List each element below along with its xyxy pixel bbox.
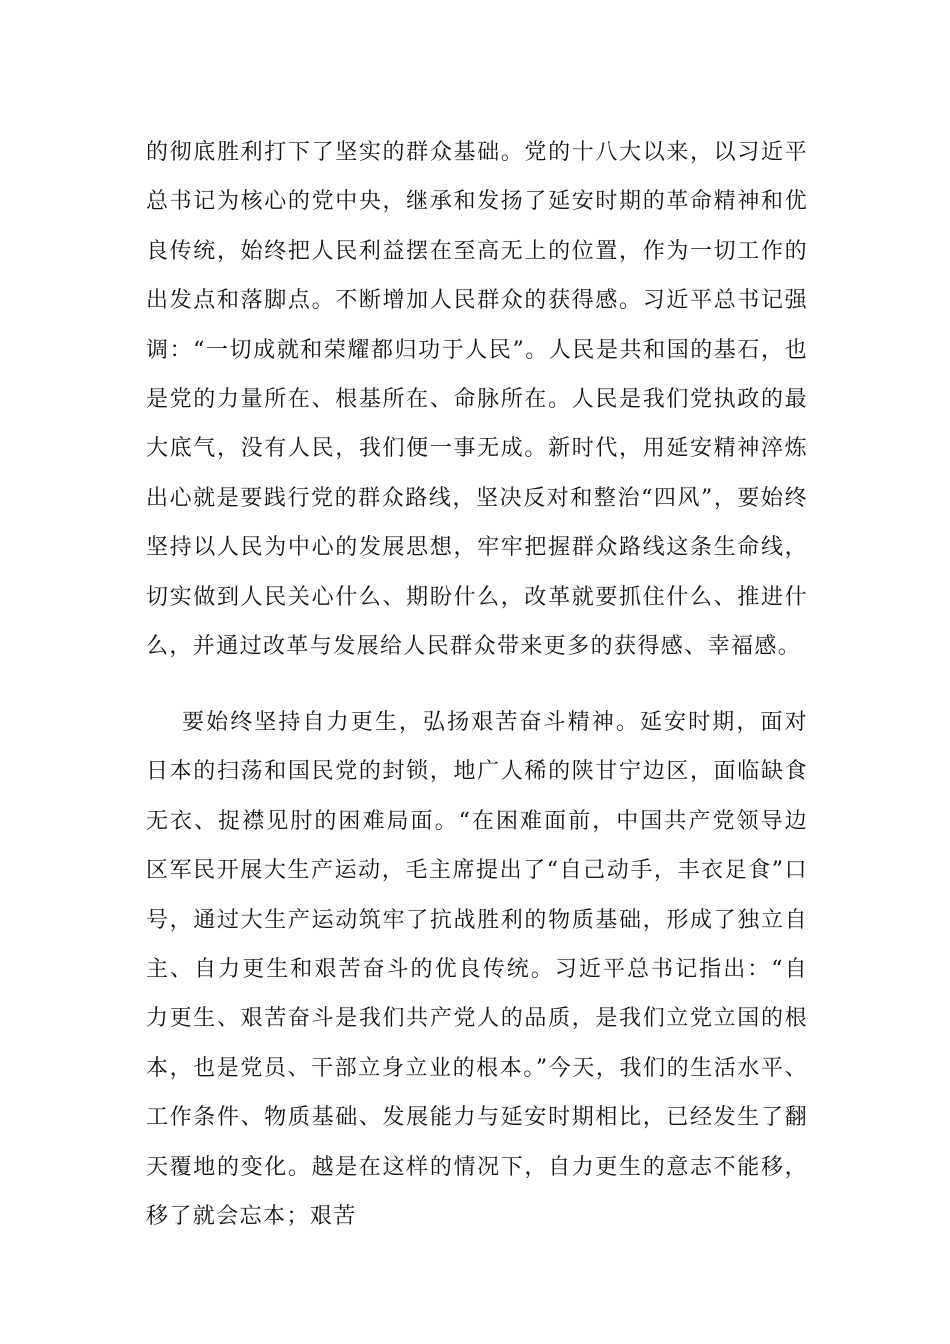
body-paragraph-2: 要始终坚持自力更生，弘扬艰苦奋斗精神。延安时期，面对日本的扫荡和国民党的封锁，地广人稀的陕甘宁边区，面临缺食无衣、捉襟见肘的困难局面。“在困难面前，中国共产党领导边区军民开展大生产运动，毛主席提出了“自己动手，丰衣足食”口号，通过大生产运动筑牢了抗战胜利的物质基础，形成了独立自主、自力更生和艰苦奋斗的优良传统。习近平总书记指出：“自力更生、艰苦奋斗是我们共产党人的品质，是我们立党立国的根本，也是党员、干部立身立业的根本。”今天，我们的生活水平、工作条件、物质基础、发展能力与延安时期相比，已经发生了翻天覆地的变化。越是在这样的情况下，自力更生的意志不能移，移了就会忘本；艰苦 bbox=[146, 710, 808, 1230]
body-paragraph-1: 的彻底胜利打下了坚实的群众基础。党的十八大以来，以习近平总书记为核心的党中央，继承和发扬了延安时期的革命精神和优良传统，始终把人民利益摆在至高无上的位置，作为一切工作的出发点和落脚点。不断增加人民群众的获得感。习近平总书记强调：“一切成就和荣耀都归功于人民”。人民是共和国的基石，也是党的力量所在、根基所在、命脉所在。人民是我们党执政的最大底气，没有人民，我们便一事无成。新时代，用延安精神淬炼出心就是要践行党的群众路线，坚决反对和整治“四风”，要始终坚持以人民为中心的发展思想，牢牢把握群众路线这条生命线，切实做到人民关心什么、期盼什么，改革就要抓住什么、推进什么，并通过改革与发展给人民群众带来更多的获得感、幸福感。 bbox=[146, 140, 808, 660]
